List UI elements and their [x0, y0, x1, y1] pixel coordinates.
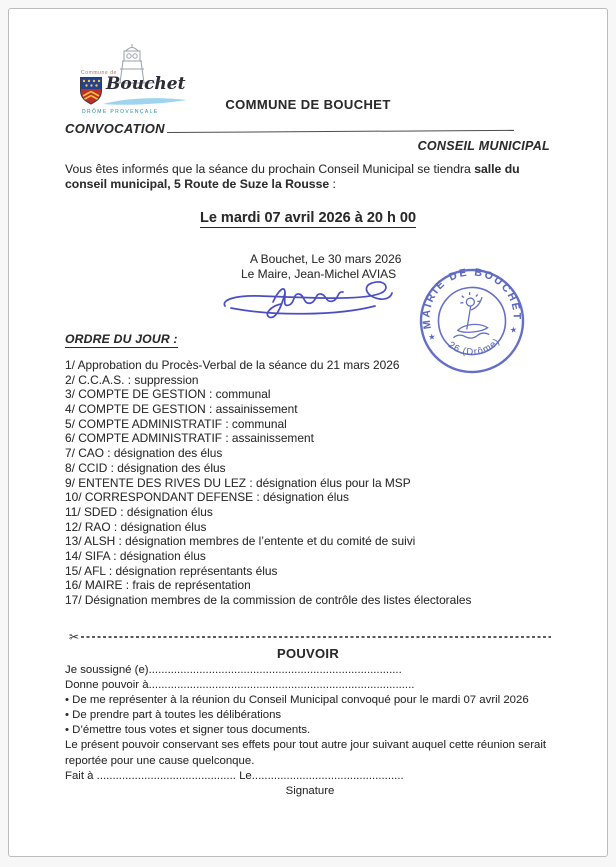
pouvoir-bullet-item: • D’émettre tous votes et signer tous documents.	[65, 724, 311, 737]
fait-dotted-blank: ............................................	[96, 769, 236, 782]
logo-tagline-text: DRÔME PROVENÇALE	[82, 109, 159, 115]
agenda-item: 14/ SIFA : désignation élus	[65, 548, 206, 563]
donne-pouvoir-line: Donne pouvoir à....................................................................................	[65, 679, 415, 692]
bullet-icon: •	[65, 709, 69, 722]
agenda-item: 10/ CORRESPONDANT DEFENSE : désignation élus	[65, 490, 349, 505]
soussigne-line: Je soussigné (e)................................................................................	[65, 664, 402, 676]
intro-regular: Vous êtes informés que la séance du prochain Conseil Municipal se tiendra	[65, 162, 475, 176]
convocation-line	[65, 121, 514, 136]
stamp-star-left: ★	[427, 332, 436, 342]
logo-commune-text: Commune de	[81, 70, 118, 76]
agenda-item: 15/ AFL : désignation représentants élus	[65, 563, 278, 578]
intro-paragraph	[65, 162, 553, 191]
meeting-datetime-heading: Le mardi 07 avril 2026 à 20 h 00	[199, 210, 417, 226]
svg-text:26 (Drôme)	[445, 335, 503, 360]
intro-bold-location: salle du conseil municipal, 5 Route de Suze la Rousse	[65, 162, 520, 191]
bullet-icon: •	[65, 724, 69, 737]
cut-here-line	[69, 630, 551, 644]
pouvoir-bullet-item: • De me représenter à la réunion du Conseil Municipal convoqué pour le mardi 07 avril 2026	[65, 694, 529, 707]
agenda-item: 3/ COMPTE DE GESTION : communal	[65, 387, 271, 402]
agenda-item: 11/ SDED : désignation élus	[65, 504, 213, 519]
agenda-item: 16/ MAIRE : frais de représentation	[65, 578, 251, 593]
agenda-item: 13/ ALSH : désignation membres de l’entente et du comité de suivi	[65, 534, 416, 549]
svg-text:MAIRIE DE BOUCHET	[416, 264, 523, 330]
cut-dashes-rule	[81, 636, 551, 637]
stamp-star-right: ★	[509, 325, 518, 335]
signature-label: Signature	[285, 784, 335, 797]
bullet-icon: •	[65, 694, 69, 707]
signatory-line: Le Maire, Jean-Michel AVIAS	[241, 267, 397, 281]
document-title: COMMUNE DE BOUCHET	[225, 97, 391, 112]
agenda-item: 5/ COMPTE ADMINISTRATIF : communal	[65, 416, 287, 431]
pouvoir-title: POUVOIR	[276, 646, 340, 661]
agenda-list	[65, 358, 565, 608]
agenda-item: 6/ COMPTE ADMINISTRATIF : assainissement	[65, 431, 314, 446]
pouvoir-bullets	[65, 693, 577, 738]
place-date-line: A Bouchet, Le 30 mars 2026	[250, 252, 402, 266]
intro-suffix: :	[329, 176, 336, 191]
agenda-item: 12/ RAO : désignation élus	[65, 519, 207, 534]
stamp-top-text: MAIRIE DE BOUCHET	[420, 266, 523, 330]
agenda-item: 8/ CCID : désignation des élus	[65, 460, 226, 475]
convocation-label: CONVOCATION	[65, 121, 165, 136]
agenda-item: 1/ Approbation du Procès-Verbal de la séance du 21 mars 2026	[65, 358, 400, 372]
logo-name-text: Bouchet	[106, 74, 186, 94]
le-dotted-blank: ................................................	[251, 769, 404, 782]
agenda-item: 2/ C.C.A.S. : suppression	[65, 372, 199, 387]
scissors-icon: ✂	[69, 630, 80, 644]
soussigne-dotted-blank: ................................................................................	[148, 664, 402, 676]
commune-logo	[65, 43, 215, 129]
scanned-document-page	[8, 8, 608, 857]
pouvoir-note: Le présent pouvoir conservant ses effets pour tout autre jour suivant auquel cette réunion serait reportée pour une cause quelconque.	[65, 739, 547, 767]
stamp-bottom-text: 26 (Drôme)	[445, 336, 503, 358]
agenda-item: 7/ CAO : désignation des élus	[65, 446, 223, 461]
agenda-item: 9/ ENTENTE DES RIVES DU LEZ : désignation élus pour la MSP	[65, 475, 411, 490]
order-of-day-heading: ORDRE DU JOUR :	[65, 332, 178, 346]
fait-a-line: Fait à ............................................ Le................................................	[65, 769, 404, 782]
agenda-item: 4/ COMPTE DE GESTION : assainissement	[65, 402, 298, 417]
pouvoir-section	[65, 663, 577, 799]
agenda-item: 17/ Désignation membres de la commission de contrôle des listes électorales	[65, 593, 472, 607]
conseil-municipal-label: CONSEIL MUNICIPAL	[417, 139, 550, 153]
pouvoir-bullet-item: • De prendre part à toutes les délibérations	[65, 709, 282, 722]
donne-dotted-blank: ....................................................................................	[148, 679, 415, 692]
convocation-rule	[167, 130, 514, 133]
stamp-emblem	[450, 291, 490, 340]
mayor-signature-scribble	[219, 275, 395, 323]
